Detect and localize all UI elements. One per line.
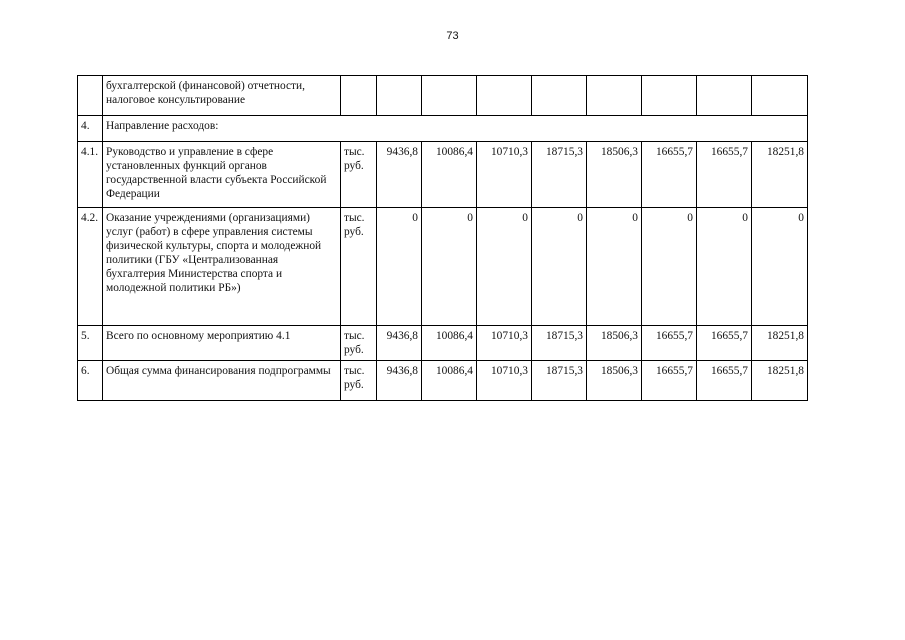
- row-description: Направление расходов:: [103, 116, 808, 142]
- page-number: 73: [446, 30, 459, 42]
- value-cell: 10710,3: [477, 142, 532, 208]
- value-cell: [752, 76, 808, 116]
- value-cell: 10710,3: [477, 361, 532, 401]
- row-unit: тыс. руб.: [341, 142, 377, 208]
- row-description: Всего по основному мероприятию 4.1: [103, 326, 341, 361]
- value-cell: 16655,7: [642, 326, 697, 361]
- value-cell: [477, 76, 532, 116]
- value-cell: 9436,8: [377, 326, 422, 361]
- table-row: [78, 116, 808, 142]
- row-number: 5.: [78, 326, 103, 361]
- value-cell: 10086,4: [422, 361, 477, 401]
- value-cell: 0: [697, 208, 752, 326]
- value-cell: 0: [532, 208, 587, 326]
- value-cell: 18251,8: [752, 326, 808, 361]
- value-cell: [587, 76, 642, 116]
- value-cell: 9436,8: [377, 361, 422, 401]
- value-cell: 16655,7: [697, 142, 752, 208]
- row-unit: тыс. руб.: [341, 208, 377, 326]
- table-row: [78, 76, 808, 116]
- value-cell: [642, 76, 697, 116]
- row-unit: тыс. руб.: [341, 326, 377, 361]
- value-cell: 0: [587, 208, 642, 326]
- table-row: [78, 361, 808, 401]
- value-cell: 18715,3: [532, 326, 587, 361]
- value-cell: 9436,8: [377, 142, 422, 208]
- value-cell: 18506,3: [587, 326, 642, 361]
- row-number: 4.: [78, 116, 103, 142]
- value-cell: 10086,4: [422, 326, 477, 361]
- row-number: [78, 76, 103, 116]
- funding-table: [77, 75, 808, 401]
- row-number: 6.: [78, 361, 103, 401]
- value-cell: 0: [752, 208, 808, 326]
- value-cell: 10086,4: [422, 142, 477, 208]
- table-row: [78, 326, 808, 361]
- row-unit: тыс. руб.: [341, 361, 377, 401]
- value-cell: 0: [377, 208, 422, 326]
- value-cell: 16655,7: [642, 361, 697, 401]
- value-cell: 16655,7: [697, 326, 752, 361]
- table-row: [78, 208, 808, 326]
- value-cell: 0: [477, 208, 532, 326]
- value-cell: 16655,7: [642, 142, 697, 208]
- row-number: 4.1.: [78, 142, 103, 208]
- row-number: 4.2.: [78, 208, 103, 326]
- value-cell: 18506,3: [587, 361, 642, 401]
- value-cell: [532, 76, 587, 116]
- value-cell: [422, 76, 477, 116]
- row-description: бухгалтерской (финансовой) отчетности, налоговое консультирование: [103, 76, 341, 116]
- table-row: [78, 142, 808, 208]
- value-cell: 0: [642, 208, 697, 326]
- value-cell: 18715,3: [532, 361, 587, 401]
- value-cell: 18251,8: [752, 142, 808, 208]
- row-description: Руководство и управление в сфере установленных функций органов государственной власти субъекта Российской Федерации: [103, 142, 341, 208]
- value-cell: 0: [422, 208, 477, 326]
- row-description: Оказание учреждениями (организациями) услуг (работ) в сфере управления системы физической культуры, спорта и молодежной политики (ГБУ «Централизованная бухгалтерия Министерства спорта и молодежной политики РБ»): [103, 208, 341, 326]
- value-cell: 18715,3: [532, 142, 587, 208]
- value-cell: 16655,7: [697, 361, 752, 401]
- value-cell: 18506,3: [587, 142, 642, 208]
- row-description: Общая сумма финансирования подпрограммы: [103, 361, 341, 401]
- value-cell: [377, 76, 422, 116]
- value-cell: [697, 76, 752, 116]
- value-cell: 18251,8: [752, 361, 808, 401]
- value-cell: 10710,3: [477, 326, 532, 361]
- row-unit: [341, 76, 377, 116]
